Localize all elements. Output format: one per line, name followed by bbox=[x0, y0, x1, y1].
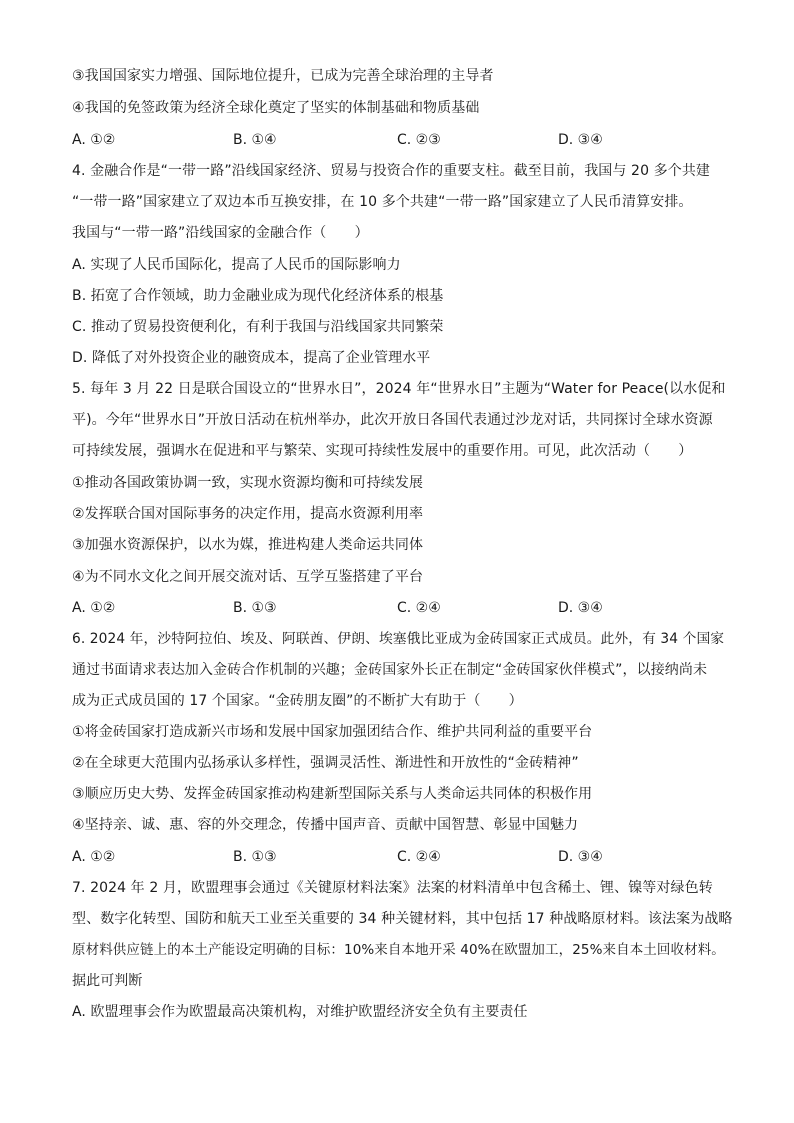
q6-stem-line-3: 成为正式成员国的 17 个国家。“金砖朋友圈”的不断扩大有助于（ ） bbox=[72, 693, 523, 709]
q5-option-c: C. ②④ bbox=[397, 600, 441, 616]
q3-item-3: ③我国国家实力增强、国际地位提升，已成为完善全球治理的主导者 bbox=[72, 68, 494, 84]
q5-item-1: ①推动各国政策协调一致，实现水资源均衡和可持续发展 bbox=[72, 475, 424, 491]
q7-stem-line-4: 据此可判断 bbox=[72, 973, 143, 989]
q5-option-a: A. ①② bbox=[72, 600, 116, 616]
q3-option-d: D. ③④ bbox=[558, 132, 603, 148]
q6-option-b: B. ①③ bbox=[233, 849, 277, 865]
q4-choice-a: A. 实现了人民币国际化，提高了人民币的国际影响力 bbox=[72, 257, 401, 273]
q4-stem-line-2: “一带一路”国家建立了双边本币互换安排，在 10 多个共建“一带一路”国家建立了人民币清算安排。 bbox=[72, 194, 693, 210]
q6-item-1: ①将金砖国家打造成新兴市场和发展中国家加强团结合作、维护共同利益的重要平台 bbox=[72, 724, 593, 740]
q6-stem-line-1: 6. 2024 年，沙特阿拉伯、埃及、阿联酋、伊朗、埃塞俄比亚成为金砖国家正式成员。此外，有 34 个国家 bbox=[72, 631, 725, 647]
q5-stem-line-1: 5. 每年 3 月 22 日是联合国设立的“世界水日”，2024 年“世界水日”主题为“Water for Peace(以水促和 bbox=[72, 381, 726, 397]
q3-option-b: B. ①④ bbox=[233, 132, 277, 148]
q3-options bbox=[0, 131, 794, 149]
q4-stem-line-1: 4. 金融合作是“一带一路”沿线国家经济、贸易与投资合作的重要支柱。截至目前，我国与 20 多个共建 bbox=[72, 163, 711, 179]
q6-options bbox=[0, 848, 794, 866]
q6-option-a: A. ①② bbox=[72, 849, 116, 865]
q5-item-2: ②发挥联合国对国际事务的决定作用，提高水资源利用率 bbox=[72, 506, 424, 522]
q5-stem-line-3: 可持续发展，强调水在促进和平与繁荣、实现可持续性发展中的重要作用。可见，此次活动（ ） bbox=[72, 443, 693, 459]
q7-stem-line-2: 型、数字化转型、国防和航天工业至关重要的 34 种关键材料，其中包括 17 种战略原材料。该法案为战略 bbox=[72, 911, 733, 927]
q6-option-c: C. ②④ bbox=[397, 849, 441, 865]
q4-choice-b: B. 拓宽了合作领域，助力金融业成为现代化经济体系的根基 bbox=[72, 288, 444, 304]
q4-stem-line-3: 我国与“一带一路”沿线国家的金融合作（ ） bbox=[72, 225, 369, 241]
q6-item-4: ④坚持亲、诚、惠、容的外交理念，传播中国声音、贡献中国智慧、彰显中国魅力 bbox=[72, 817, 579, 833]
q7-stem-line-3: 原材料供应链上的本土产能设定明确的目标：10%来自本地开采 40%在欧盟加工，25%来自本土回收材料。 bbox=[72, 942, 725, 958]
q5-option-b: B. ①③ bbox=[233, 600, 277, 616]
q5-options bbox=[0, 599, 794, 617]
q7-choice-a: A. 欧盟理事会作为欧盟最高决策机构，对维护欧盟经济安全负有主要责任 bbox=[72, 1004, 528, 1020]
q5-item-3: ③加强水资源保护，以水为媒，推进构建人类命运共同体 bbox=[72, 537, 424, 553]
q3-option-a: A. ①② bbox=[72, 132, 116, 148]
q4-choice-c: C. 推动了贸易投资便利化，有利于我国与沿线国家共同繁荣 bbox=[72, 319, 444, 335]
q6-item-2: ②在全球更大范围内弘扬承认多样性，强调灵活性、渐进性和开放性的“金砖精神” bbox=[72, 755, 579, 771]
q3-option-c: C. ②③ bbox=[397, 132, 441, 148]
q5-option-d: D. ③④ bbox=[558, 600, 603, 616]
q4-choice-d: D. 降低了对外投资企业的融资成本，提高了企业管理水平 bbox=[72, 350, 431, 366]
q5-stem-line-2: 平)。今年“世界水日”开放日活动在杭州举办，此次开放日各国代表通过沙龙对话，共同探讨全球水资源 bbox=[72, 412, 713, 428]
q7-stem-line-1: 7. 2024 年 2 月，欧盟理事会通过《关键原材料法案》法案的材料清单中包含稀土、锂、镍等对绿色转 bbox=[72, 880, 713, 896]
q6-item-3: ③顺应历史大势、发挥金砖国家推动构建新型国际关系与人类命运共同体的积极作用 bbox=[72, 786, 593, 802]
q6-stem-line-2: 通过书面请求表达加入金砖合作机制的兴趣；金砖国家外长正在制定“金砖国家伙伴模式”，以接纳尚未 bbox=[72, 662, 708, 678]
q6-option-d: D. ③④ bbox=[558, 849, 603, 865]
q5-item-4: ④为不同水文化之间开展交流对话、互学互鉴搭建了平台 bbox=[72, 569, 424, 585]
q3-item-4: ④我国的免签政策为经济全球化奠定了坚实的体制基础和物质基础 bbox=[72, 100, 480, 116]
